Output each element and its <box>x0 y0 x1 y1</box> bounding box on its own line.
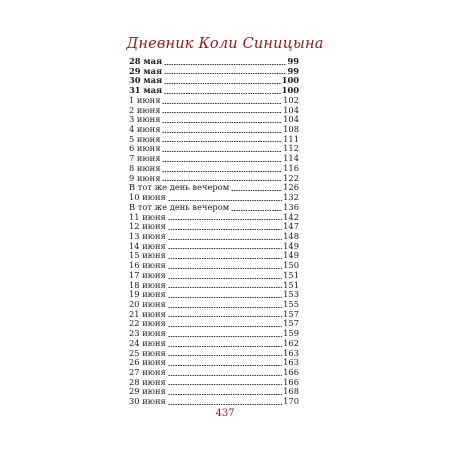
toc-entry-page: 147 <box>283 222 299 232</box>
toc-entry-page: 116 <box>283 163 299 173</box>
toc-entry-label: 31 мая <box>129 86 163 96</box>
toc-entry-page: 142 <box>283 212 299 222</box>
toc-entry-label: В тот же день вечером <box>129 202 230 212</box>
page-number: 437 <box>215 408 235 419</box>
toc-entry <box>129 193 299 203</box>
dot-leader <box>168 268 282 269</box>
toc-entry-label: 23 июня <box>129 329 166 339</box>
toc-entry-page: 112 <box>283 144 299 154</box>
toc-entry-label: 30 мая <box>129 76 163 86</box>
toc-entry-page: 168 <box>283 387 299 397</box>
toc-entry-label: 26 июня <box>129 358 166 368</box>
dot-leader <box>168 297 282 298</box>
toc-entry-page: 163 <box>283 348 299 358</box>
toc-entry <box>129 213 299 223</box>
toc-entry-page: 151 <box>283 270 299 280</box>
dot-leader <box>168 307 282 308</box>
page-title: Дневник Коли Синицына <box>126 36 324 52</box>
toc-entry <box>129 106 299 116</box>
toc-entry <box>129 115 299 125</box>
toc-entry-label: 12 июня <box>129 222 166 232</box>
dot-leader <box>162 151 282 152</box>
toc-entry <box>129 174 299 184</box>
toc-entry-page: 148 <box>283 231 299 241</box>
toc-entry-page: 100 <box>281 86 299 96</box>
toc-entry-page: 99 <box>287 57 299 66</box>
dot-leader <box>162 122 282 123</box>
toc-entry <box>129 144 299 154</box>
dot-leader <box>164 64 286 65</box>
dot-leader <box>168 394 282 395</box>
toc-entry-label: 9 июня <box>129 173 161 183</box>
toc-entry-label: 21 июня <box>129 309 166 319</box>
dot-leader <box>162 112 282 113</box>
dot-leader <box>164 73 286 74</box>
table-of-contents <box>129 57 299 407</box>
toc-entry-label: 5 июня <box>129 134 161 144</box>
dot-leader <box>162 132 282 133</box>
toc-entry <box>129 319 299 329</box>
toc-entry <box>129 67 299 77</box>
dot-leader <box>164 83 281 84</box>
toc-entry <box>129 125 299 135</box>
toc-entry <box>129 57 299 67</box>
toc-entry <box>129 164 299 174</box>
toc-entry-page: 104 <box>283 105 299 115</box>
toc-entry-page: 122 <box>283 173 299 183</box>
toc-entry-page: 132 <box>283 193 299 203</box>
dot-leader <box>168 336 282 337</box>
toc-entry-label: 27 июня <box>129 368 166 377</box>
toc-entry <box>129 222 299 232</box>
toc-entry <box>129 76 299 86</box>
dot-leader <box>168 248 282 249</box>
toc-entry-page: 102 <box>283 95 299 105</box>
dot-leader <box>168 229 282 230</box>
toc-entry-page: 99 <box>287 66 299 76</box>
toc-entry <box>129 183 299 193</box>
dot-leader <box>231 210 282 211</box>
toc-entry-page: 163 <box>283 358 299 368</box>
toc-entry <box>129 154 299 164</box>
toc-entry-label: 18 июня <box>129 280 166 290</box>
dot-leader <box>168 326 282 327</box>
toc-entry-label: 25 июня <box>129 348 166 358</box>
dot-leader <box>162 141 282 142</box>
toc-entry-page: 157 <box>283 319 299 329</box>
toc-entry-page: 166 <box>283 377 299 387</box>
toc-entry-page: 126 <box>283 183 299 193</box>
toc-entry <box>129 368 299 378</box>
toc-entry-label: 3 июня <box>129 115 161 125</box>
dot-leader <box>168 287 282 288</box>
toc-entry <box>129 300 299 310</box>
toc-entry <box>129 86 299 96</box>
dot-leader <box>168 200 282 201</box>
toc-entry <box>129 281 299 291</box>
dot-leader <box>162 103 282 104</box>
toc-entry-page: 104 <box>283 115 299 125</box>
dot-leader <box>168 384 282 385</box>
toc-entry-page: 149 <box>283 241 299 251</box>
dot-leader <box>168 258 282 259</box>
toc-entry-label: 17 июня <box>129 270 166 280</box>
toc-entry-page: 111 <box>283 134 299 144</box>
toc-entry-page: 108 <box>283 125 299 135</box>
dot-leader <box>168 239 282 240</box>
toc-entry-label: 8 июня <box>129 163 161 173</box>
toc-entry-page: 151 <box>283 280 299 290</box>
toc-entry-label: 28 июня <box>129 377 166 387</box>
toc-entry-page: 114 <box>283 154 299 164</box>
toc-entry-label: 28 мая <box>129 57 163 66</box>
toc-entry <box>129 96 299 106</box>
toc-entry-label: 15 июня <box>129 251 166 261</box>
toc-entry <box>129 203 299 213</box>
toc-entry <box>129 290 299 300</box>
toc-entry-label: В тот же день вечером <box>129 183 230 193</box>
toc-entry <box>129 271 299 281</box>
toc-entry <box>129 251 299 261</box>
dot-leader <box>168 365 282 366</box>
toc-entry-page: 100 <box>281 76 299 86</box>
toc-entry-label: 24 июня <box>129 338 166 348</box>
toc-entry-page: 159 <box>283 329 299 339</box>
toc-entry-page: 157 <box>283 309 299 319</box>
toc-entry-page: 162 <box>283 338 299 348</box>
dot-leader <box>168 219 282 220</box>
toc-entry-page: 166 <box>283 368 299 377</box>
toc-entry <box>129 232 299 242</box>
toc-entry-label: 10 июня <box>129 193 166 203</box>
toc-entry-page: 150 <box>283 261 299 271</box>
dot-leader <box>168 346 282 347</box>
toc-entry-label: 16 июня <box>129 261 166 271</box>
toc-entry <box>129 242 299 252</box>
dot-leader <box>168 316 282 317</box>
toc-entry <box>129 358 299 368</box>
toc-entry-label: 20 июня <box>129 299 166 309</box>
toc-entry-page: 136 <box>283 202 299 212</box>
toc-entry-label: 19 июня <box>129 290 166 300</box>
toc-entry-label: 29 мая <box>129 66 163 76</box>
dot-leader <box>162 171 282 172</box>
toc-entry-label: 11 июня <box>129 212 166 222</box>
toc-entry-label: 30 июня <box>129 397 166 407</box>
toc-entry <box>129 135 299 145</box>
toc-entry-label: 2 июня <box>129 105 161 115</box>
toc-entry <box>129 339 299 349</box>
toc-entry-page: 149 <box>283 251 299 261</box>
toc-entry-label: 22 июня <box>129 319 166 329</box>
toc-entry <box>129 397 299 407</box>
toc-entry <box>129 261 299 271</box>
dot-leader <box>162 180 282 181</box>
toc-entry-label: 29 июня <box>129 387 166 397</box>
toc-entry <box>129 349 299 359</box>
toc-entry-page: 170 <box>283 397 299 407</box>
toc-entry <box>129 378 299 388</box>
dot-leader <box>231 190 282 191</box>
toc-entry <box>129 387 299 397</box>
toc-entry-label: 14 июня <box>129 241 166 251</box>
dot-leader <box>168 278 282 279</box>
dot-leader <box>168 355 282 356</box>
dot-leader <box>164 93 281 94</box>
toc-entry <box>129 310 299 320</box>
toc-entry-label: 4 июня <box>129 125 161 135</box>
toc-entry-page: 155 <box>283 299 299 309</box>
dot-leader <box>168 404 282 405</box>
toc-entry-page: 153 <box>283 290 299 300</box>
toc-entry-label: 6 июня <box>129 144 161 154</box>
toc-entry <box>129 329 299 339</box>
dot-leader <box>162 161 282 162</box>
toc-entry-label: 13 июня <box>129 231 166 241</box>
toc-entry-label: 1 июня <box>129 95 161 105</box>
toc-entry-label: 7 июня <box>129 154 161 164</box>
dot-leader <box>168 375 282 376</box>
